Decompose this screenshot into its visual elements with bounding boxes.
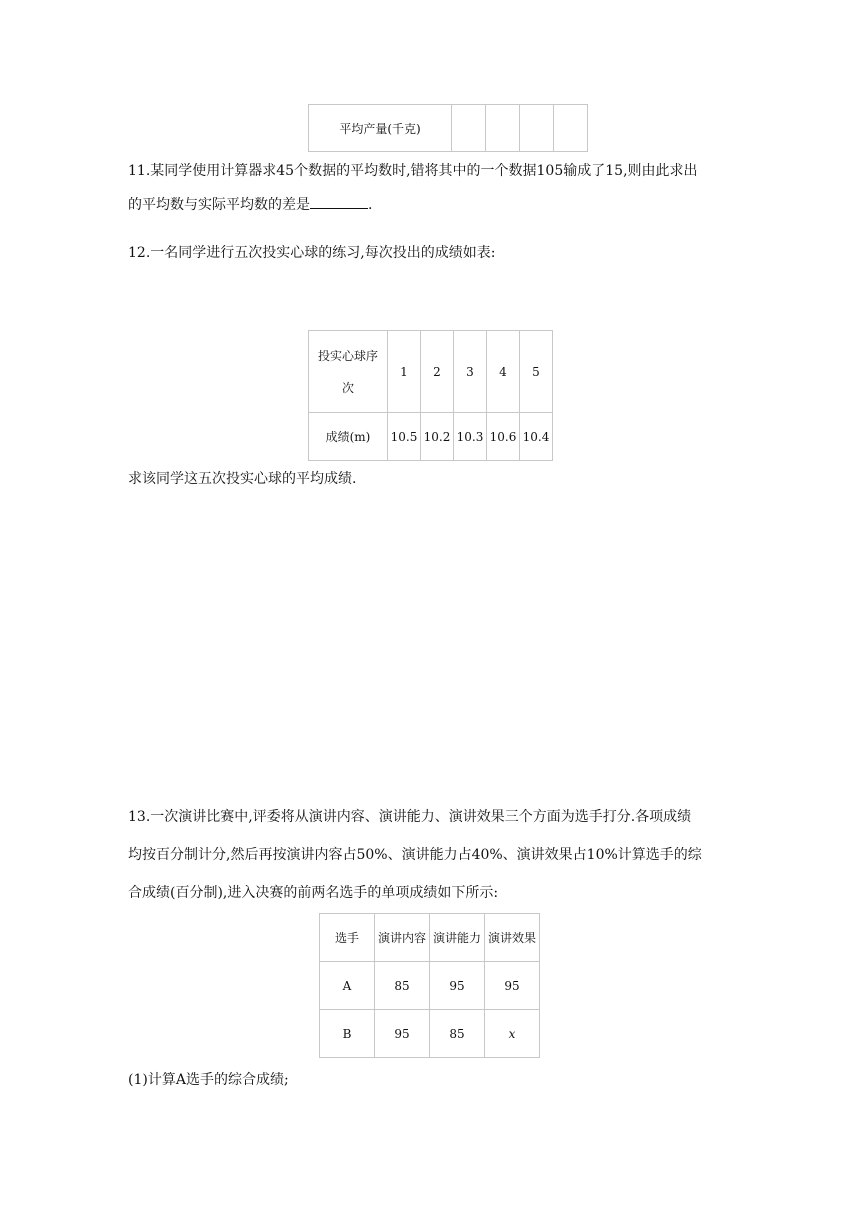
- question-11-line2-text: 的平均数与实际平均数的差是: [128, 197, 310, 213]
- table-cell: 95: [485, 962, 540, 1010]
- question-12: 12.一名同学进行五次投实心球的练习,每次投出的成绩如表:: [128, 245, 496, 261]
- order-header-line2: 次: [341, 380, 354, 395]
- table-cell: [520, 105, 554, 152]
- unknown-x-cell: x: [485, 1010, 540, 1058]
- header-cell: 演讲能力: [430, 914, 485, 962]
- table-cell: 85: [430, 1010, 485, 1058]
- order-cell: 4: [487, 331, 520, 413]
- question-13-line3: 合成绩(百分制),进入决赛的前两名选手的单项成绩如下所示:: [128, 885, 499, 901]
- table-cell: 95: [430, 962, 485, 1010]
- order-cell: 1: [388, 331, 421, 413]
- question-13-line1: 13.一次演讲比赛中,评委将从演讲内容、演讲能力、演讲效果三个方面为选手打分.各项成绩: [128, 809, 692, 825]
- question-11-line1: 11.某同学使用计算器求45个数据的平均数时,错将其中的一个数据105输成了15,则由此求出: [128, 163, 698, 179]
- table-row: [309, 413, 553, 461]
- question-13-part1: (1)计算A选手的综合成绩;: [128, 1072, 289, 1088]
- average-yield-table: [308, 104, 588, 152]
- table-cell: A: [320, 962, 375, 1010]
- table-cell: 95: [375, 1010, 430, 1058]
- order-cell: 3: [454, 331, 487, 413]
- order-cell: 5: [520, 331, 553, 413]
- table-cell: [486, 105, 520, 152]
- question-11: [128, 154, 733, 222]
- answer-blank: [310, 194, 368, 209]
- header-cell: 演讲内容: [375, 914, 430, 962]
- question-11-line2: [128, 188, 733, 222]
- order-header-line1: 投实心球序: [317, 348, 378, 363]
- score-label: 成绩(m): [309, 413, 388, 461]
- table-row: [320, 1010, 540, 1058]
- score-cell: 10.5: [388, 413, 421, 461]
- table-cell: B: [320, 1010, 375, 1058]
- table-cell: [554, 105, 588, 152]
- table-row: [320, 962, 540, 1010]
- score-cell: 10.6: [487, 413, 520, 461]
- speech-score-table: [319, 913, 540, 1058]
- table-row: [309, 105, 588, 152]
- order-cell: 2: [421, 331, 454, 413]
- shot-put-table: [308, 330, 553, 461]
- question-11-period: .: [368, 197, 373, 213]
- question-12-prompt: 求该同学这五次投实心球的平均成绩.: [128, 471, 357, 487]
- order-header: [309, 331, 388, 413]
- average-yield-label: 平均产量(千克): [309, 105, 452, 152]
- table-row: [320, 914, 540, 962]
- table-cell: 85: [375, 962, 430, 1010]
- header-cell: 选手: [320, 914, 375, 962]
- score-cell: 10.2: [421, 413, 454, 461]
- table-cell: [452, 105, 486, 152]
- table-row: [309, 331, 553, 413]
- header-cell: 演讲效果: [485, 914, 540, 962]
- question-13: [128, 798, 733, 912]
- score-cell: 10.3: [454, 413, 487, 461]
- score-cell: 10.4: [520, 413, 553, 461]
- question-13-line2: 均按百分制计分,然后再按演讲内容占50%、演讲能力占40%、演讲效果占10%计算选手的综: [128, 847, 702, 863]
